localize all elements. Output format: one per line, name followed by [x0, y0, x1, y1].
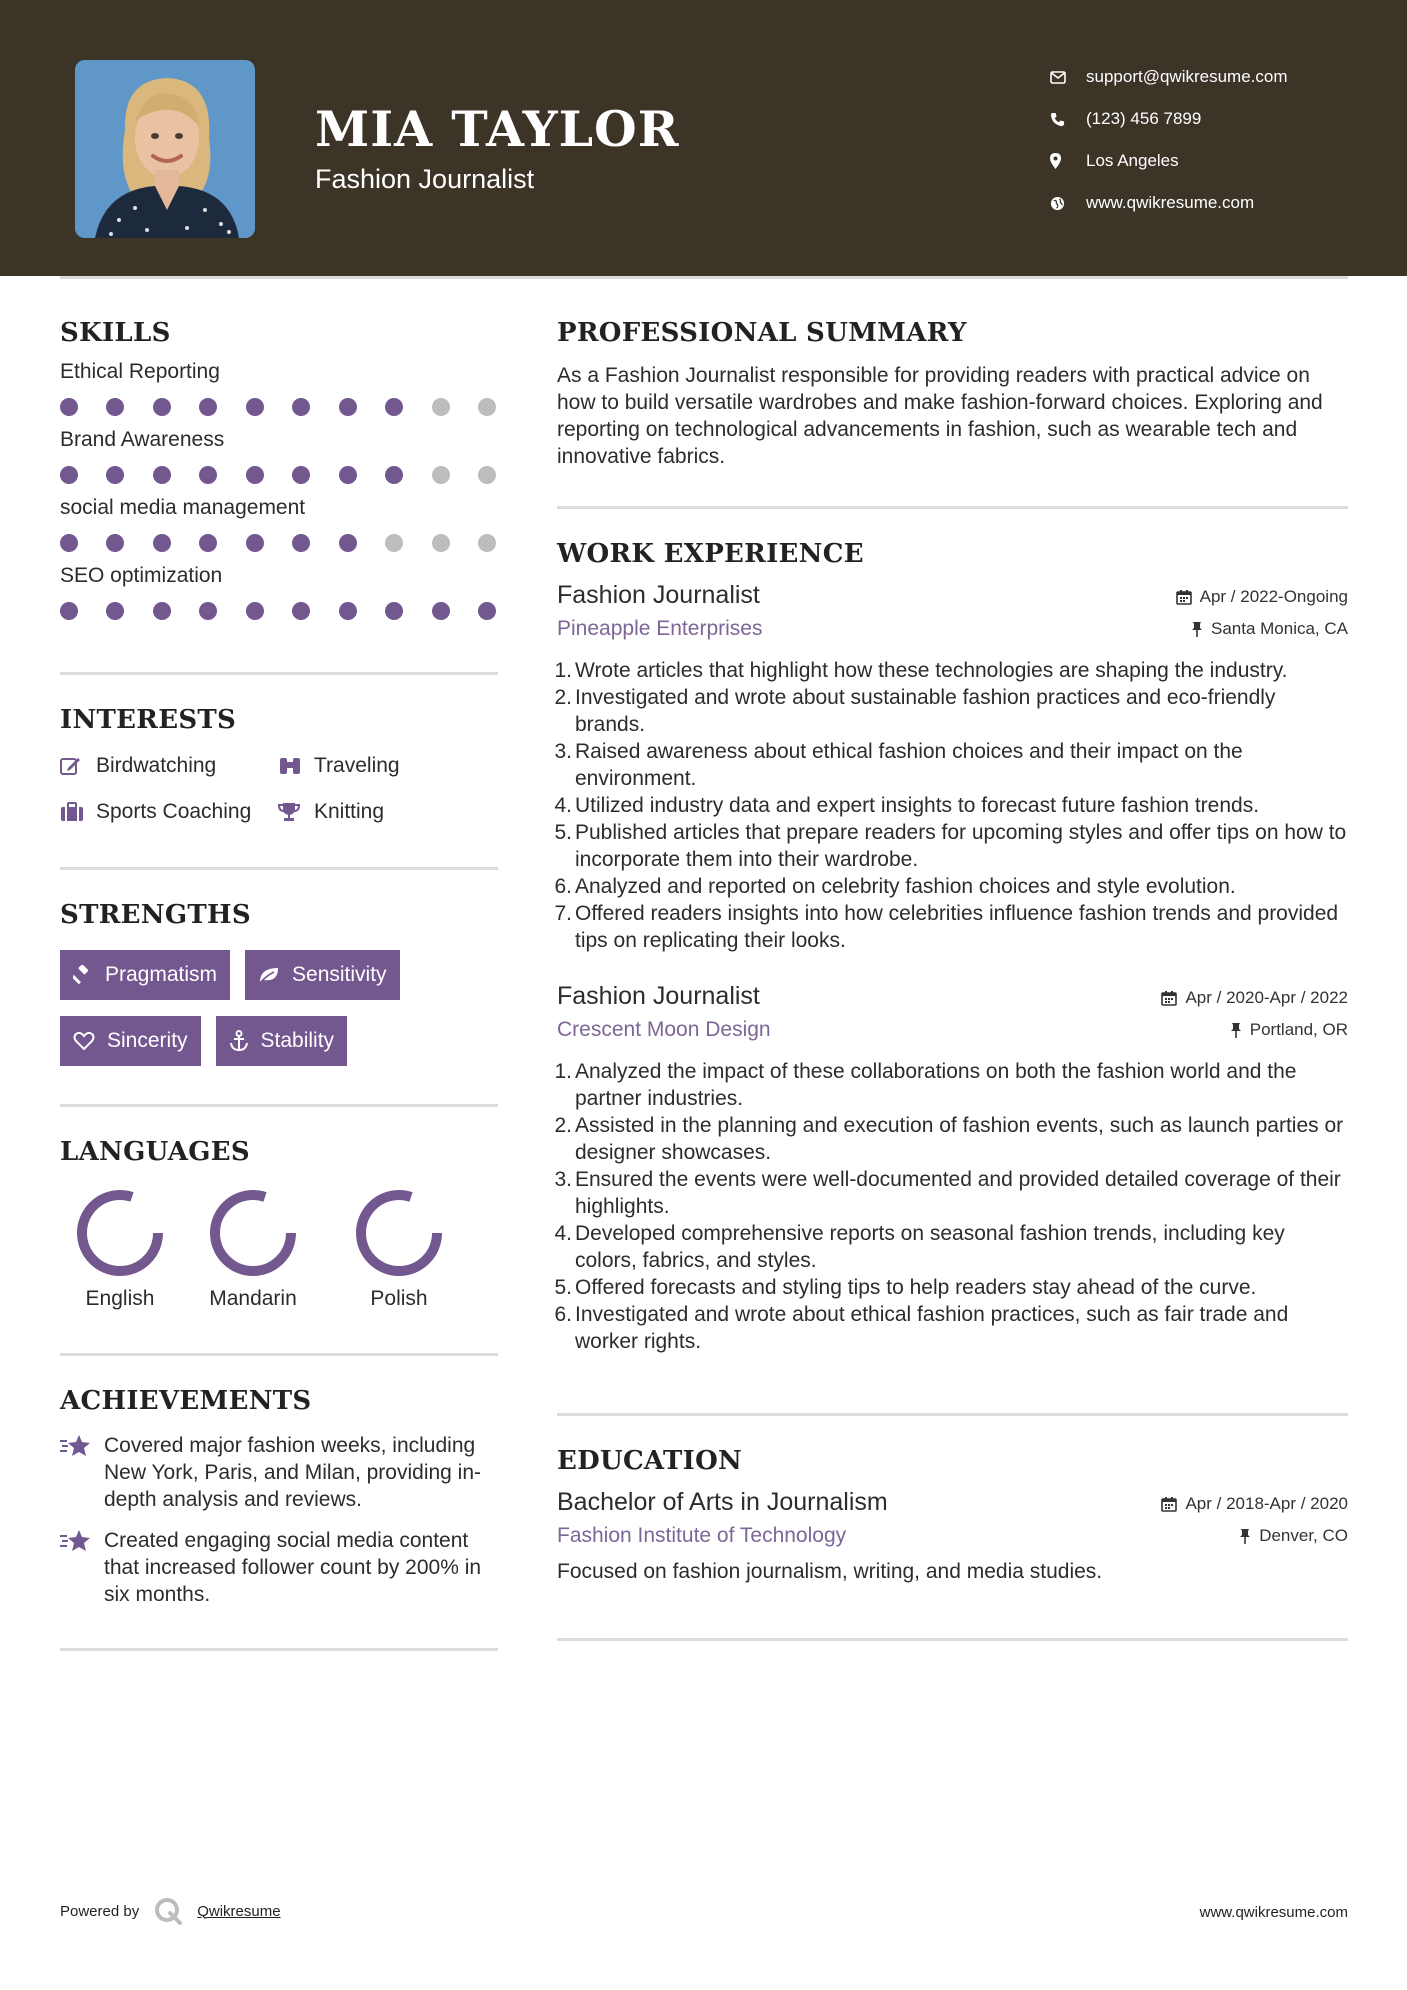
interest-item: [278, 797, 498, 827]
job-bullet: Raised awareness about ethical fashion choices and their impact on the environment.: [575, 740, 1243, 790]
summary-text: As a Fashion Journalist responsible for providing readers with practical advice on how to build versatile wardrobes and make fashion-forward choices. Exploring and reporting on technological advancements in fashion, such as wearable tech and innovative fabrics.: [557, 364, 1323, 468]
job-entry: [557, 581, 1348, 954]
interest-label: Traveling: [314, 754, 400, 777]
summary-section: [557, 318, 1348, 509]
job-bullet: Analyzed and reported on celebrity fashion choices and style evolution.: [575, 875, 1236, 898]
skill-dot-filled: [292, 398, 310, 416]
strength-label: Pragmatism: [105, 963, 218, 986]
skill-dot-filled: [385, 602, 403, 620]
job-company: Crescent Moon Design: [557, 1018, 771, 1041]
job-title: Fashion Journalist: [557, 581, 760, 609]
skill-dot-filled: [385, 398, 403, 416]
skills-section: [60, 318, 498, 675]
skill-dot-filled: [153, 398, 171, 416]
skill-item: [60, 360, 498, 416]
strength-tag: [60, 950, 230, 1000]
skill-dot-filled: [199, 398, 217, 416]
contact-phone-text: (123) 456 7899: [1086, 109, 1202, 128]
skill-dot-filled: [246, 466, 264, 484]
job-date: [1161, 988, 1348, 1008]
education-heading: EDUCATION: [557, 1446, 743, 1476]
skill-item: [60, 428, 498, 484]
achievement-item: [60, 1527, 498, 1608]
language-label: Polish: [370, 1287, 428, 1310]
contact-location: [1050, 140, 1390, 182]
trophy-icon: [278, 802, 314, 822]
skill-dot-filled: [106, 466, 124, 484]
skills-list: [60, 360, 498, 620]
skill-dot-filled: [153, 466, 171, 484]
leaf-icon: [258, 966, 280, 984]
pencil-square-icon: [60, 756, 96, 776]
globe-icon: [1050, 196, 1086, 211]
job-bullet: Developed comprehensive reports on seasonal fashion trends, including key colors, fabrics, and styles.: [575, 1222, 1285, 1272]
section-divider: [60, 1104, 498, 1107]
job-bullet: Utilized industry data and expert insights to forecast future fashion trends.: [575, 794, 1260, 817]
contact-location-text: Los Angeles: [1086, 151, 1179, 170]
resume-header: [0, 0, 1407, 276]
header-divider: [60, 276, 1348, 279]
language-proficiency-ring: [353, 1187, 445, 1279]
skill-dot-filled: [339, 602, 357, 620]
achievement-text: Created engaging social media content that increased follower count by 200% in six months.: [104, 1529, 482, 1606]
calendar-icon: [1161, 990, 1177, 1006]
right-column: [557, 318, 1348, 1641]
star-icon: [60, 1432, 104, 1513]
skill-name: Ethical Reporting: [60, 360, 220, 383]
languages-list: [60, 1187, 498, 1311]
strength-tag: [216, 1016, 348, 1066]
language-ring-arc: [215, 1195, 291, 1271]
achievement-item: [60, 1432, 498, 1513]
skill-dot-filled: [339, 466, 357, 484]
footer-branding: [60, 1896, 281, 1926]
education-school: Fashion Institute of Technology: [557, 1524, 847, 1547]
skill-dot-filled: [199, 602, 217, 620]
achievements-section: [60, 1386, 498, 1651]
language-ring-arc: [361, 1195, 437, 1271]
skill-dot-filled: [60, 398, 78, 416]
binoculars-icon: [278, 756, 314, 776]
left-column: [60, 318, 498, 1651]
skill-dot-filled: [292, 534, 310, 552]
skill-dot-filled: [339, 534, 357, 552]
education-date: [1161, 1494, 1348, 1514]
job-bullets: [557, 657, 1348, 954]
job-bullet: Analyzed the impact of these collaborations on both the fashion world and the partner industries.: [575, 1060, 1297, 1110]
interest-label: Sports Coaching: [96, 800, 252, 823]
skill-dot-empty: [432, 398, 450, 416]
job-date: [1176, 587, 1348, 607]
strength-label: Sincerity: [107, 1029, 188, 1052]
job-bullet: Ensured the events were well-documented and provided detailed coverage of their highlights.: [575, 1168, 1341, 1218]
languages-heading: LANGUAGES: [60, 1137, 250, 1167]
skill-dot-filled: [153, 602, 171, 620]
skill-dot-filled: [292, 602, 310, 620]
skill-item: [60, 496, 498, 552]
skill-rating: [60, 466, 496, 484]
envelope-icon: [1050, 71, 1086, 84]
education-date-text: Apr / 2018-Apr / 2020: [1185, 1494, 1348, 1513]
summary-heading: PROFESSIONAL SUMMARY: [557, 318, 967, 348]
skill-dot-filled: [60, 602, 78, 620]
experience-section: [557, 539, 1348, 1416]
powered-by-label: Powered by: [60, 1902, 140, 1920]
achievements-heading: ACHIEVEMENTS: [60, 1386, 312, 1416]
skill-dot-empty: [385, 534, 403, 552]
contact-email-text[interactable]: support@qwikresume.com: [1086, 67, 1288, 86]
strength-label: Stability: [260, 1029, 335, 1052]
section-divider: [60, 1648, 498, 1651]
strengths-heading: STRENGTHS: [60, 900, 251, 930]
language-label: English: [85, 1287, 155, 1310]
pushpin-icon: [1191, 621, 1203, 637]
interests-heading: INTERESTS: [60, 705, 237, 735]
skill-dot-empty: [478, 534, 496, 552]
contact-email: [1050, 56, 1390, 98]
strength-tag: [245, 950, 400, 1000]
education-degree: Bachelor of Arts in Journalism: [557, 1488, 888, 1516]
skill-dot-filled: [60, 534, 78, 552]
pushpin-icon: [1239, 1528, 1251, 1544]
section-divider: [60, 672, 498, 675]
interests-section: [60, 705, 498, 870]
skill-item: [60, 564, 498, 620]
section-divider: [557, 1638, 1348, 1641]
qwikresume-logo-icon: [153, 1896, 183, 1926]
section-divider: [60, 1353, 498, 1356]
interests-list: [60, 751, 498, 827]
skill-rating: [60, 398, 496, 416]
job-company: Pineapple Enterprises: [557, 617, 763, 640]
skill-dot-empty: [432, 534, 450, 552]
skill-dot-filled: [246, 534, 264, 552]
skill-dot-filled: [292, 466, 310, 484]
skill-dot-empty: [432, 466, 450, 484]
job-bullet: Offered forecasts and styling tips to help readers stay ahead of the curve.: [575, 1276, 1257, 1299]
job-bullet: Offered readers insights into how celebrities influence fashion trends and provided tips on replicating their looks.: [575, 902, 1339, 952]
skill-dot-filled: [106, 534, 124, 552]
skill-dot-filled: [60, 466, 78, 484]
contact-website: [1050, 182, 1390, 224]
skill-dot-filled: [153, 534, 171, 552]
strengths-section: [60, 900, 498, 1107]
profile-photo: [75, 60, 255, 238]
job-bullet: Wrote articles that highlight how these technologies are shaping the industry.: [575, 659, 1288, 682]
job-location-text: Santa Monica, CA: [1210, 619, 1348, 638]
skill-name: Brand Awareness: [60, 428, 225, 451]
strength-tag: [60, 1016, 201, 1066]
education-section: [557, 1446, 1348, 1641]
job-location: [1230, 1020, 1348, 1040]
job-location: [1191, 619, 1348, 639]
job-date-text: Apr / 2020-Apr / 2022: [1185, 988, 1348, 1007]
candidate-role: Fashion Journalist: [315, 164, 535, 194]
skill-dot-filled: [339, 398, 357, 416]
skill-rating: [60, 602, 496, 620]
skill-dot-filled: [246, 602, 264, 620]
interest-label: Knitting: [314, 800, 385, 823]
strength-label: Sensitivity: [292, 963, 387, 986]
skill-dot-filled: [199, 466, 217, 484]
contact-phone: [1050, 98, 1390, 140]
skill-name: social media management: [60, 496, 306, 519]
calendar-icon: [1161, 1496, 1177, 1512]
anchor-icon: [229, 1030, 249, 1052]
section-divider: [60, 867, 498, 870]
skill-name: SEO optimization: [60, 564, 223, 587]
pushpin-icon: [1230, 1022, 1242, 1038]
skill-dot-filled: [432, 602, 450, 620]
language-label: Mandarin: [209, 1287, 297, 1310]
job-title: Fashion Journalist: [557, 982, 760, 1010]
contact-website-text[interactable]: www.qwikresume.com: [1086, 193, 1255, 212]
languages-section: [60, 1137, 498, 1356]
skill-dot-empty: [478, 398, 496, 416]
footer-website[interactable]: www.qwikresume.com: [1199, 1904, 1348, 1921]
section-divider: [557, 1413, 1348, 1416]
skill-dot-filled: [385, 466, 403, 484]
skill-dot-filled: [199, 534, 217, 552]
skill-dot-filled: [478, 602, 496, 620]
skills-heading: SKILLS: [60, 318, 171, 348]
language-ring-arc: [82, 1195, 158, 1271]
gavel-icon: [73, 965, 93, 985]
star-icon: [60, 1527, 104, 1608]
skill-dot-filled: [246, 398, 264, 416]
education-description: Focused on fashion journalism, writing, and media studies.: [557, 1560, 1103, 1583]
calendar-icon: [1176, 589, 1192, 605]
skill-rating: [60, 534, 496, 552]
heart-icon: [73, 1031, 95, 1051]
map-pin-icon: [1050, 153, 1086, 169]
qwikresume-link[interactable]: Qwikresume: [197, 1902, 281, 1920]
strengths-list: [60, 950, 498, 1066]
candidate-name: MIA TAYLOR: [315, 100, 680, 158]
contact-list: [1050, 56, 1390, 224]
interest-item: [278, 751, 498, 781]
language-proficiency-ring: [207, 1187, 299, 1279]
skill-dot-filled: [106, 398, 124, 416]
section-divider: [557, 506, 1348, 509]
briefcase-icon: [60, 802, 96, 822]
phone-icon: [1050, 112, 1086, 127]
skill-dot-empty: [478, 466, 496, 484]
skill-dot-filled: [106, 602, 124, 620]
interest-label: Birdwatching: [96, 754, 217, 777]
achievement-text: Covered major fashion weeks, including New York, Paris, and Milan, providing in-depth analysis and reviews.: [104, 1434, 482, 1511]
job-bullet: Investigated and wrote about ethical fashion practices, such as fair trade and worker rights.: [575, 1303, 1289, 1353]
experience-heading: WORK EXPERIENCE: [557, 539, 864, 569]
job-bullet: Investigated and wrote about sustainable fashion practices and eco-friendly brands.: [575, 686, 1276, 736]
interest-item: [60, 751, 278, 781]
interest-item: [60, 797, 278, 827]
job-location-text: Portland, OR: [1249, 1020, 1348, 1039]
education-location-text: Denver, CO: [1259, 1526, 1348, 1545]
language-item: [326, 1187, 472, 1311]
job-entry: [557, 982, 1348, 1355]
language-item: [180, 1187, 326, 1311]
job-bullets: [557, 1058, 1348, 1355]
language-proficiency-ring: [74, 1187, 166, 1279]
job-bullet: Assisted in the planning and execution of fashion events, such as launch parties or designer showcases.: [575, 1114, 1344, 1164]
job-date-text: Apr / 2022-Ongoing: [1199, 587, 1348, 606]
education-location: [1239, 1526, 1348, 1546]
job-bullet: Published articles that prepare readers for upcoming styles and offer tips on how to incorporate them into their wardrobe.: [575, 821, 1347, 871]
language-item: [60, 1187, 180, 1311]
education-entry: [557, 1488, 1348, 1584]
